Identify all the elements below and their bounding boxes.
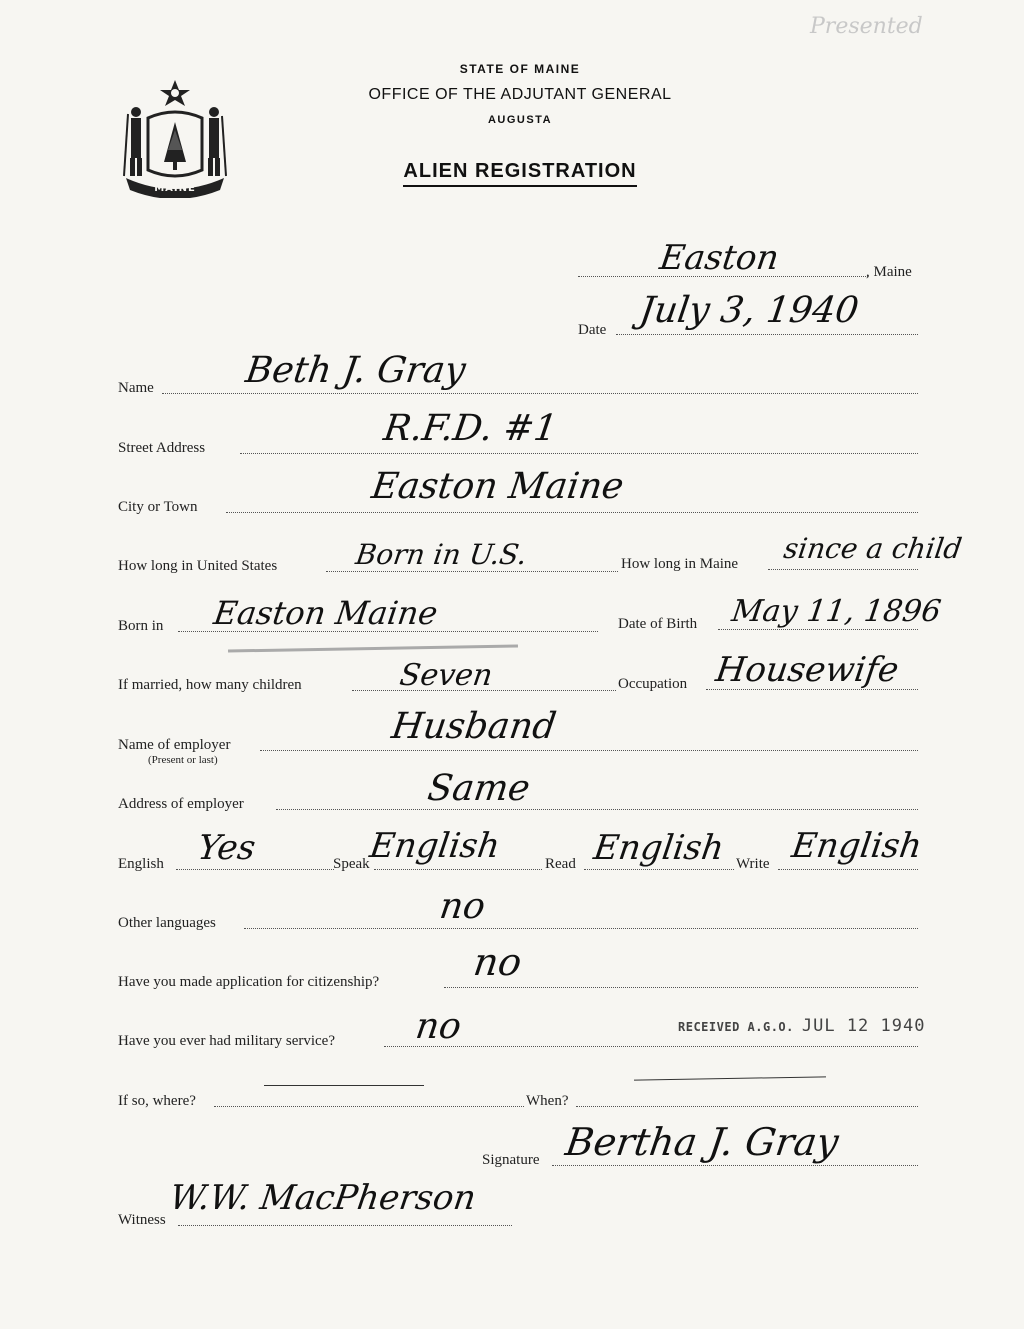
speak-label: Speak	[333, 856, 370, 872]
where-dash	[264, 1085, 424, 1086]
military-line	[384, 1046, 918, 1047]
city-label: City or Town	[118, 499, 198, 515]
date-line	[616, 334, 918, 335]
how-long-us-value: Born in U.S.	[353, 538, 529, 571]
other-languages-label: Other languages	[118, 915, 216, 931]
state-heading: STATE OF MAINE	[459, 62, 581, 76]
date-label: Date	[578, 322, 607, 338]
street-value: R.F.D. #1	[381, 408, 560, 449]
dob-label: Date of Birth	[618, 616, 698, 632]
signature-line	[552, 1165, 918, 1166]
pencil-underline	[228, 644, 518, 652]
children-value: Seven	[397, 658, 495, 693]
write-label: Write	[736, 856, 770, 872]
citizenship-line	[444, 987, 918, 988]
name-label: Name	[118, 380, 154, 396]
employer-sublabel: (Present or last)	[148, 754, 218, 766]
seal-banner-text: MAINE	[154, 183, 196, 194]
how-long-maine-line	[768, 569, 918, 570]
other-languages-line	[244, 928, 918, 929]
citizenship-value: no	[470, 940, 525, 984]
received-stamp	[678, 1016, 925, 1036]
employer-address-line	[276, 809, 918, 810]
employer-line	[260, 750, 918, 751]
read-value: English	[591, 828, 727, 868]
employer-value: Husband	[389, 706, 559, 747]
citizenship-label: Have you made application for citizenship?	[118, 974, 380, 990]
where-line	[214, 1106, 524, 1107]
employer-address-value: Same	[425, 768, 533, 809]
english-label: English	[118, 856, 164, 872]
where-label: If so, where?	[118, 1093, 196, 1109]
employer-label: Name of employer	[118, 737, 231, 753]
form-title: ALIEN REGISTRATION	[8, 160, 1024, 183]
name-value: Beth J. Gray	[243, 350, 469, 391]
stamp-date-text: JUL 12 1940	[801, 1016, 926, 1036]
speak-value: English	[367, 826, 503, 866]
signature-label: Signature	[482, 1152, 540, 1168]
name-line	[162, 393, 918, 394]
date-value: July 3, 1940	[637, 290, 862, 331]
dob-value: May 11, 1896	[729, 594, 944, 629]
when-label: When?	[526, 1093, 569, 1109]
city-heading: AUGUSTA	[487, 114, 553, 126]
how-long-us-line	[326, 571, 618, 572]
english-value: Yes	[195, 828, 258, 868]
city-line	[226, 512, 918, 513]
military-value: no	[413, 1006, 464, 1047]
military-label: Have you ever had military service?	[118, 1033, 335, 1049]
how-long-us-label: How long in United States	[118, 558, 278, 574]
when-line	[576, 1106, 918, 1107]
stamp-received-text: RECEIVED A.G.O.	[678, 1020, 794, 1034]
witness-line	[178, 1225, 512, 1226]
other-languages-value: no	[437, 886, 488, 927]
how-long-maine-label: How long in Maine	[621, 556, 739, 572]
witness-value: W.W. MacPherson	[167, 1178, 479, 1218]
how-long-maine-value: since a child	[781, 532, 964, 565]
street-label: Street Address	[118, 440, 206, 456]
children-label: If married, how many children	[118, 677, 302, 693]
city-value: Easton Maine	[369, 466, 627, 507]
street-line	[240, 453, 918, 454]
maine-suffix: , Maine	[866, 264, 912, 280]
occupation-label: Occupation	[618, 676, 688, 692]
read-line	[584, 869, 734, 870]
when-dash	[634, 1076, 826, 1080]
witness-label: Witness	[118, 1212, 166, 1228]
pencil-annotation: Presented	[810, 14, 923, 39]
write-value: English	[789, 826, 925, 866]
office-heading: OFFICE OF THE ADJUTANT GENERAL	[368, 86, 672, 103]
occupation-value: Housewife	[713, 650, 902, 690]
write-line	[778, 869, 918, 870]
speak-line	[374, 869, 542, 870]
english-line	[176, 869, 334, 870]
town-value: Easton	[657, 238, 782, 278]
born-in-label: Born in	[118, 618, 164, 634]
employer-address-label: Address of employer	[118, 796, 244, 812]
read-label: Read	[545, 856, 576, 872]
born-in-value: Easton Maine	[211, 594, 441, 632]
signature-value: Bertha J. Gray	[562, 1120, 842, 1164]
dob-line	[718, 629, 918, 630]
